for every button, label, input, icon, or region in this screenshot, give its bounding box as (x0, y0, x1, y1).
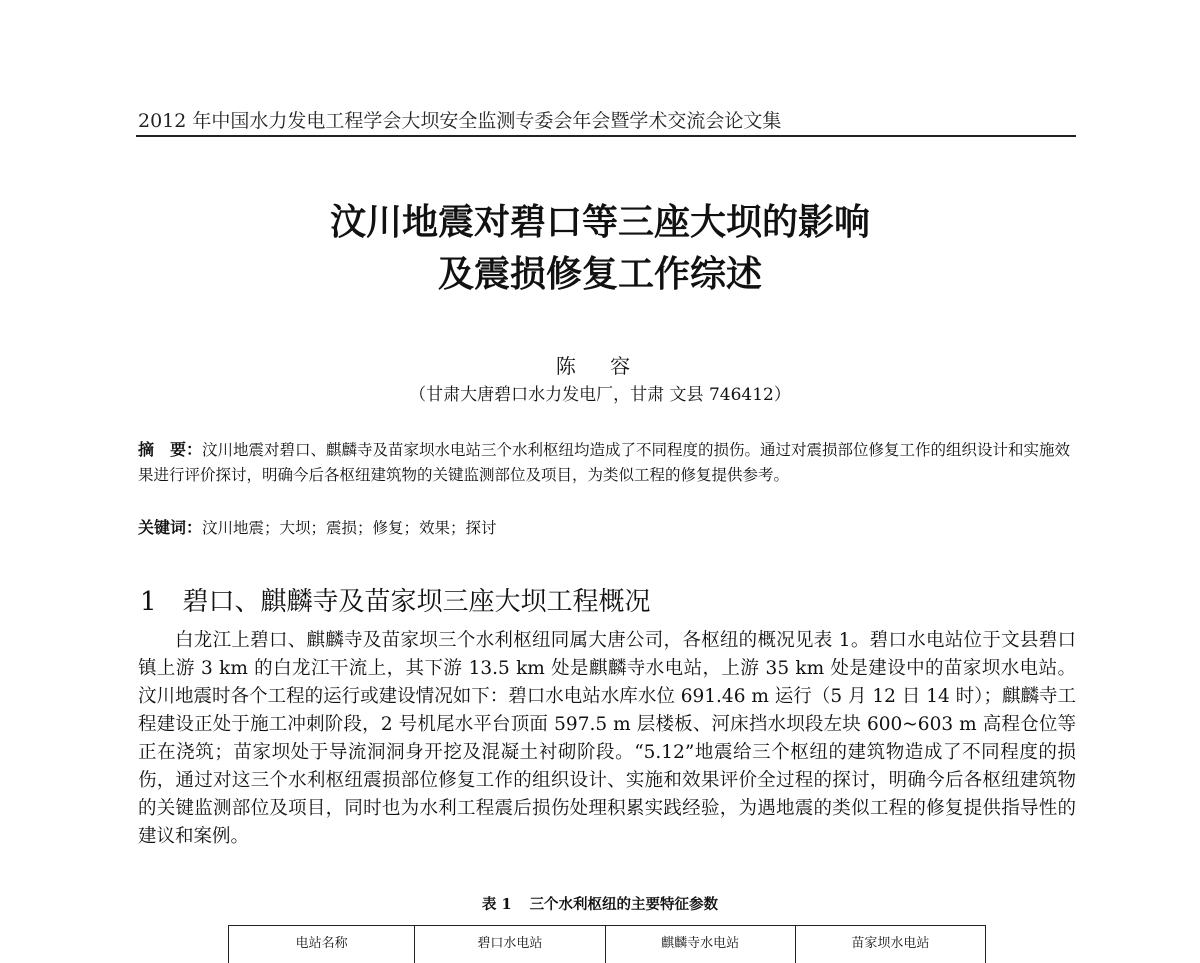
running-head: 2012 年中国水力发电工程学会大坝安全监测专委会年会暨学术交流会论文集 (138, 106, 1078, 133)
section-number: 1 (140, 587, 157, 617)
header-rule (136, 135, 1076, 137)
table-number: 表 1 (482, 896, 512, 913)
body-paragraph: 白龙江上碧口、麒麟寺及苗家坝三个水利枢纽同属大唐公司，各枢纽的概况见表 1。碧口水电站位于文县碧口镇上游 3 km 的白龙江干流上，其下游 13.5 km 处是麒麟寺水电站，上游 35 km 处是建设中的苗家坝水电站。 汶川地震时各个工程的运行或建设情况如下：碧口水电站水库水位 691.46 m 运行（5 月 12 日 14 时）；麒麟寺工程建设正处于施工冲刺阶段，2 号机尾水平台顶面 597.5 m 层楼板、河床挡水坝段左块 600~603 m 高程仓位等正在浇筑；苗家坝处于导流洞洞身开挖及混凝土衬砌阶段。“5.12”地震给三个枢纽的建筑物造成了不同程度的损伤，通过对这三个水利枢纽震损部位修复工作的组织设计、实施和效果评价全过程的探讨，明确今后各枢纽建筑物的关键监测部位及项目，同时也为水利工程震后损伤处理积累实践经验，为遇地震的类似工程的修复提供指导性的建议和案例。 (138, 627, 1076, 851)
keywords-label: 关键词： (138, 518, 202, 537)
abstract-text: 汶川地震对碧口、麒麟寺及苗家坝水电站三个水利枢纽均造成了不同程度的损伤。通过对震损部位修复工作的组织设计和实施效果进行评价探讨，明确今后各枢纽建筑物的关键监测部位及项目，为类似工程的修复提供参考。 (138, 441, 1070, 484)
table-header-cell: 碧口水电站 (415, 926, 605, 963)
table-header-cell: 苗家坝水电站 (795, 926, 985, 963)
abstract (138, 437, 1078, 488)
section-title: 碧口、麒麟寺及苗家坝三座大坝工程概况 (183, 587, 651, 617)
author-name: 陈 容 (100, 350, 1100, 379)
paper-title (100, 196, 1100, 300)
parameters-table (228, 925, 986, 963)
table-header-cell: 电站名称 (229, 926, 415, 963)
table-caption-text: 三个水利枢纽的主要特征参数 (530, 896, 719, 913)
table-header-cell: 麒麟寺水电站 (605, 926, 795, 963)
title-line-2: 及震损修复工作综述 (100, 248, 1100, 300)
section-1-heading (140, 581, 1080, 618)
title-line-1: 汶川地震对碧口等三座大坝的影响 (100, 196, 1100, 248)
keywords (138, 515, 1078, 538)
table-header-row (229, 926, 986, 963)
table-caption (100, 893, 1100, 914)
abstract-label: 摘 要： (138, 440, 202, 459)
keywords-text: 汶川地震；大坝；震损；修复；效果；探讨 (202, 519, 497, 537)
author-affiliation: （甘肃大唐碧口水力发电厂，甘肃 文县 746412） (100, 380, 1100, 405)
